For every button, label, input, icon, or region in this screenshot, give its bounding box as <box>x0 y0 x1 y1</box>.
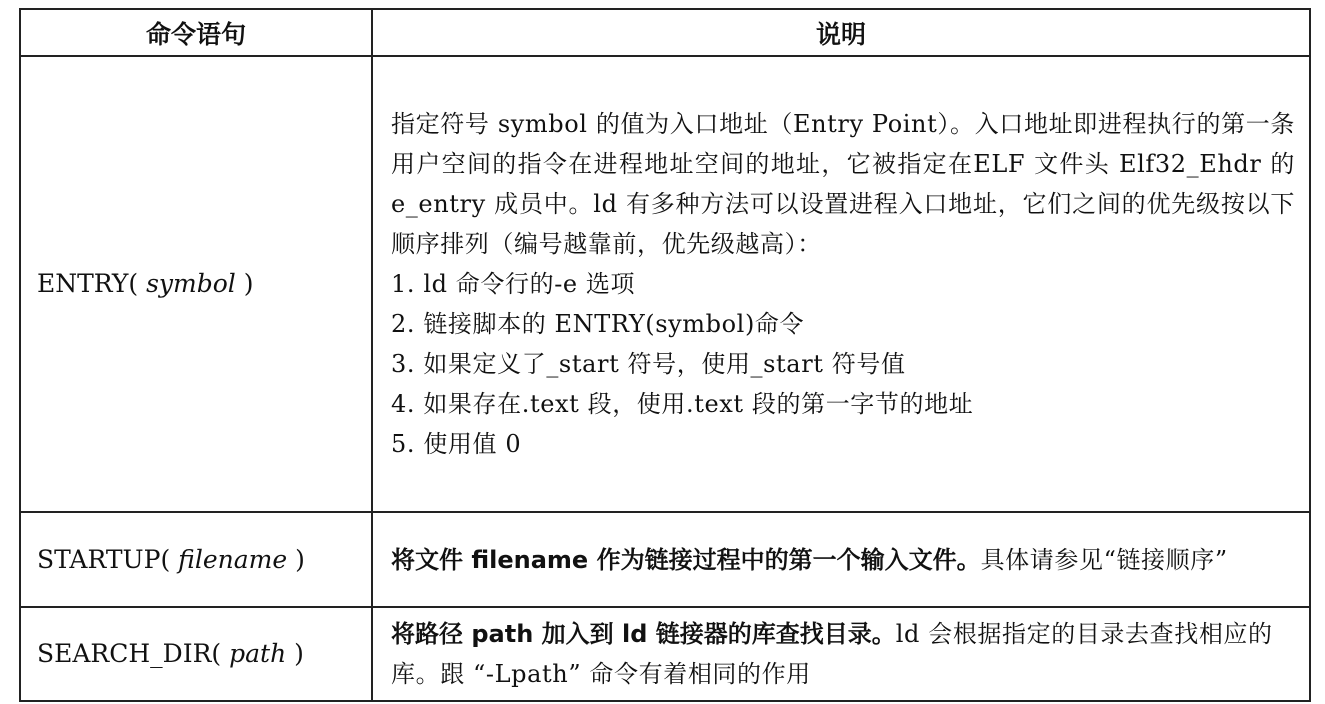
table-row <box>20 512 1310 607</box>
description-cell-startup <box>372 512 1310 607</box>
command-name: ENTRY( <box>37 269 139 298</box>
description-cell-entry <box>372 56 1310 512</box>
command-name: SEARCH_DIR( <box>37 639 222 668</box>
command-cell-searchdir <box>20 607 372 701</box>
command-arg: path <box>221 639 295 668</box>
description-bold: 将路径 path 加入到 ld 链接器的库查找目录。 <box>391 620 896 648</box>
list-item: 2. 链接脚本的 ENTRY(symbol)命令 <box>391 310 805 338</box>
entry-paragraph: 指定符号 symbol 的值为入口地址（Entry Point）。入口地址即进程执行的第一条用户空间的指令在进程地址空间的地址，它被指定在ELF 文件头 Elf32_Ehdr 的 e_entry 成员中。ld 有多种方法可以设置进程入口地址，它们之间的优先级按以下顺序排列（编号越靠前，优先级越高）： <box>391 110 1295 258</box>
command-cell-startup <box>20 512 372 607</box>
command-close: ) <box>294 639 304 668</box>
list-item: 3. 如果定义了_start 符号，使用_start 符号值 <box>391 350 906 378</box>
description-rest: ld 会根据指定的目录去查找相应的库。跟 “-Lpath” 命令有着相同的作用 <box>391 620 1273 688</box>
description-cell-searchdir <box>372 607 1310 701</box>
command-cell-entry <box>20 56 372 512</box>
list-item: 5. 使用值 0 <box>391 430 522 458</box>
list-item: 1. ld 命令行的-e 选项 <box>391 270 636 298</box>
command-arg: filename <box>170 544 296 574</box>
command-name: STARTUP( <box>37 544 171 574</box>
command-close: ) <box>295 544 305 574</box>
table-row <box>20 56 1310 512</box>
header-command: 命令语句 <box>20 9 372 56</box>
description-bold: 将文件 filename 作为链接过程中的第一个输入文件。 <box>391 545 981 574</box>
command-close: ) <box>243 269 254 298</box>
header-description: 说明 <box>372 9 1310 56</box>
table-row <box>20 607 1310 701</box>
list-item: 4. 如果存在.text 段，使用.text 段的第一字节的地址 <box>391 390 974 418</box>
table-header-row <box>20 9 1310 56</box>
description-rest: 具体请参见“链接顺序” <box>980 545 1228 574</box>
command-arg: symbol <box>138 269 244 298</box>
command-table <box>19 8 1311 702</box>
